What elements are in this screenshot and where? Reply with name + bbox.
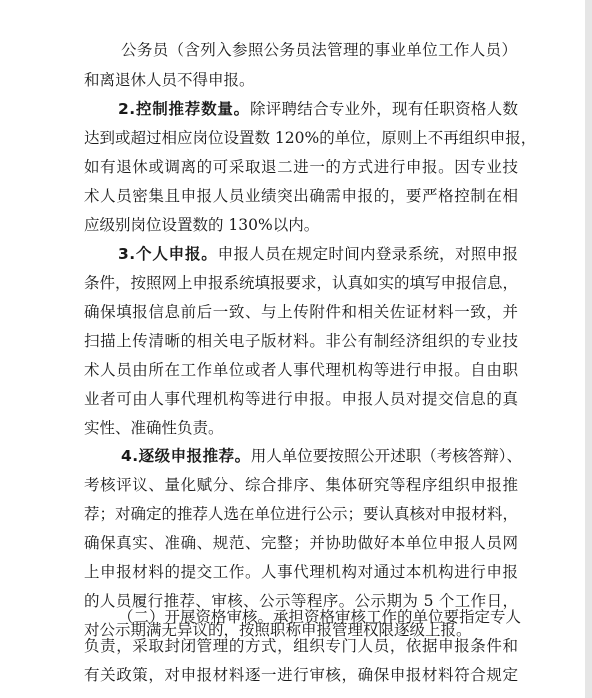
text-line: 条件，按照网上申报系统填报要求，认真如实的填写申报信息，: [84, 274, 519, 292]
paragraph-first-line: [118, 244, 518, 264]
text-line: 术人员密集且申报人员业绩突出确需申报的，要严格控制在相: [84, 187, 518, 205]
paragraph-first-line: [121, 446, 522, 466]
section-heading: 2.控制推荐数量。: [118, 100, 250, 118]
text-line: 确保真实、准确、规范、完整；并协助做好本单位申报人员网: [84, 534, 518, 552]
text-line: 扫描上传清晰的相关电子版材料。非公有制经济组织的专业技: [84, 332, 518, 350]
text-line: 和离退休人员不得申报。: [84, 71, 255, 89]
section-heading: 4.逐级申报推荐。: [121, 447, 251, 465]
paragraph-first-line: （二）开展资格审核。承担资格审核工作的单位要指定专人: [118, 608, 522, 626]
text-line: 负责，采取封闭管理的方式，组织专门人员，依据申报条件和: [84, 637, 518, 655]
text-line: 确保填报信息前后一致、与上传附件和相关佐证材料一致，并: [84, 303, 518, 321]
text-line: 公务员（含列入参照公务员法管理的事业单位工作人员）: [121, 41, 517, 59]
text-line: 上申报材料的提交工作。人事代理机构对通过本机构进行申报: [84, 563, 518, 581]
text-line: 实性、准确性负责。: [84, 419, 224, 437]
text-line: 对公示期满无异议的，按照职称申报管理权限逐级上报。: [84, 621, 472, 639]
text-line: 业者可由人事代理机构等进行申报。申报人员对提交信息的真: [84, 390, 518, 408]
text-line: 考核评议、量化赋分、综合排序、集体研究等程序组织申报推: [84, 476, 518, 494]
text-line: 应级别岗位设置数的 130%以内。: [84, 216, 320, 234]
text-run: 用人单位要按照公开述职（考核答辩）、: [250, 447, 522, 465]
text-line: 的人员履行推荐、审核、公示等程序。公示期为 5 个工作日，: [84, 592, 518, 610]
text-line: 有关政策，对申报材料逐一进行审核，确保申报材料符合规定: [84, 666, 518, 684]
paragraph-first-line: [118, 99, 518, 119]
section-heading: 3.个人申报。: [118, 245, 218, 263]
text-line: 荐；对确定的推荐人选在单位进行公示；要认真核对申报材料，: [84, 505, 519, 523]
text-line: 如有退休或调离的可采取退二进一的方式进行申报。因专业技: [84, 158, 518, 176]
text-line: 术人员由所在工作单位或者人事代理机构等进行申报。自由职: [84, 361, 518, 379]
page-edge-shadow: [585, 0, 592, 698]
text-run: 除评聘结合专业外，现有任职资格人数: [249, 100, 518, 118]
text-run: 申报人员在规定时间内登录系统，对照申报: [217, 245, 518, 263]
text-line: 达到或超过相应岗位设置数 120%的单位，原则上不再组织申报，: [84, 129, 537, 147]
